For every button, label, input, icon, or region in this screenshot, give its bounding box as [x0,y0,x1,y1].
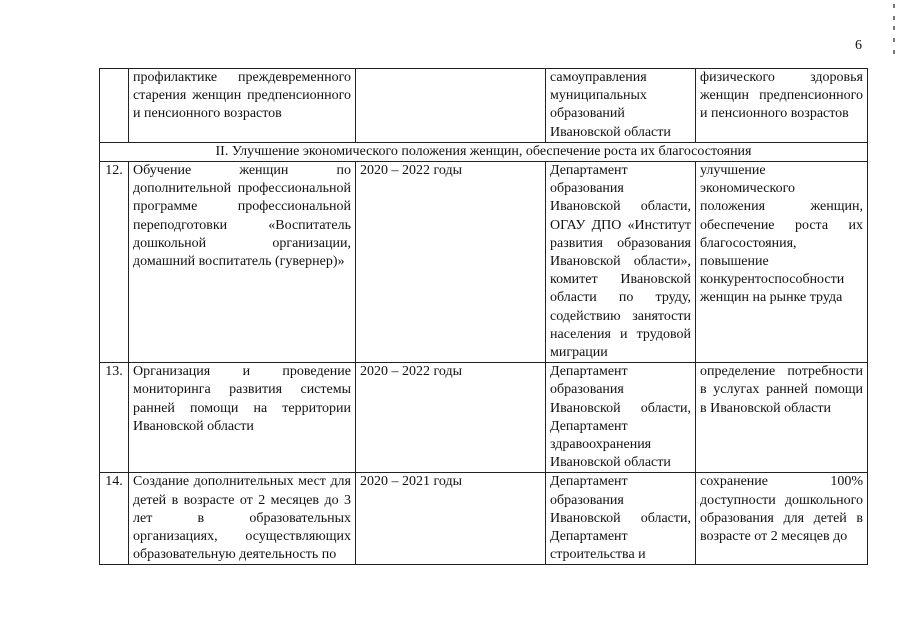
period-cell: 2020 – 2022 годы [356,162,546,363]
executor-cell: Департамент образования Ивановской области, Департамент строительства и [546,473,696,565]
table-row-continued [100,69,868,143]
section-header-row [100,142,868,161]
page-number: 6 [855,38,862,53]
result-cell: сохранение 100% доступности дошкольного образования для детей в возрасте от 2 месяцев до [696,473,868,565]
executor-cell: Департамент образования Ивановской области, Департамент здравоохранения Ивановской области [546,363,696,473]
executor-cell: самоуправления муниципальных образований Ивановской области [546,69,696,143]
result-cell: определение потребности в услугах ранней помощи в Ивановской области [696,363,868,473]
measures-table [99,68,868,565]
result-cell: улучшение экономического положения женщин, обеспечение роста их благосостояния, повышение конкурентоспособности женщин на рынке труда [696,162,868,363]
measure-cell: Организация и проведение мониторинга развития системы ранней помощи на территории Ивановской области [129,363,356,473]
result-cell: физического здоровья женщин предпенсионного и пенсионного возрастов [696,69,868,143]
period-cell: 2020 – 2021 годы [356,473,546,565]
measure-cell: профилактике преждевременного старения женщин предпенсионного и пенсионного возрастов [129,69,356,143]
period-cell: 2020 – 2022 годы [356,363,546,473]
scan-edge-marks [893,4,899,64]
row-number: 12. [100,162,129,363]
table-row [100,162,868,363]
row-number: 13. [100,363,129,473]
executor-cell: Департамент образования Ивановской области, ОГАУ ДПО «Институт развития образования Ивановской области», комитет Ивановской области по труду, содействию занятости населения и трудовой миграции [546,162,696,363]
table-row [100,473,868,565]
measure-cell: Обучение женщин по дополнительной профессиональной программе профессиональной переподготовки «Воспитатель дошкольной организации, домашний воспитатель (гувернер)» [129,162,356,363]
measure-cell: Создание дополнительных мест для детей в возрасте от 2 месяцев до 3 лет в образовательных организациях, осуществляющих образовательную деятельность по [129,473,356,565]
section-title: II. Улучшение экономического положения женщин, обеспечение роста их благосостояния [100,142,868,161]
table-row [100,363,868,473]
row-number: 14. [100,473,129,565]
row-number [100,69,129,143]
period-cell [356,69,546,143]
